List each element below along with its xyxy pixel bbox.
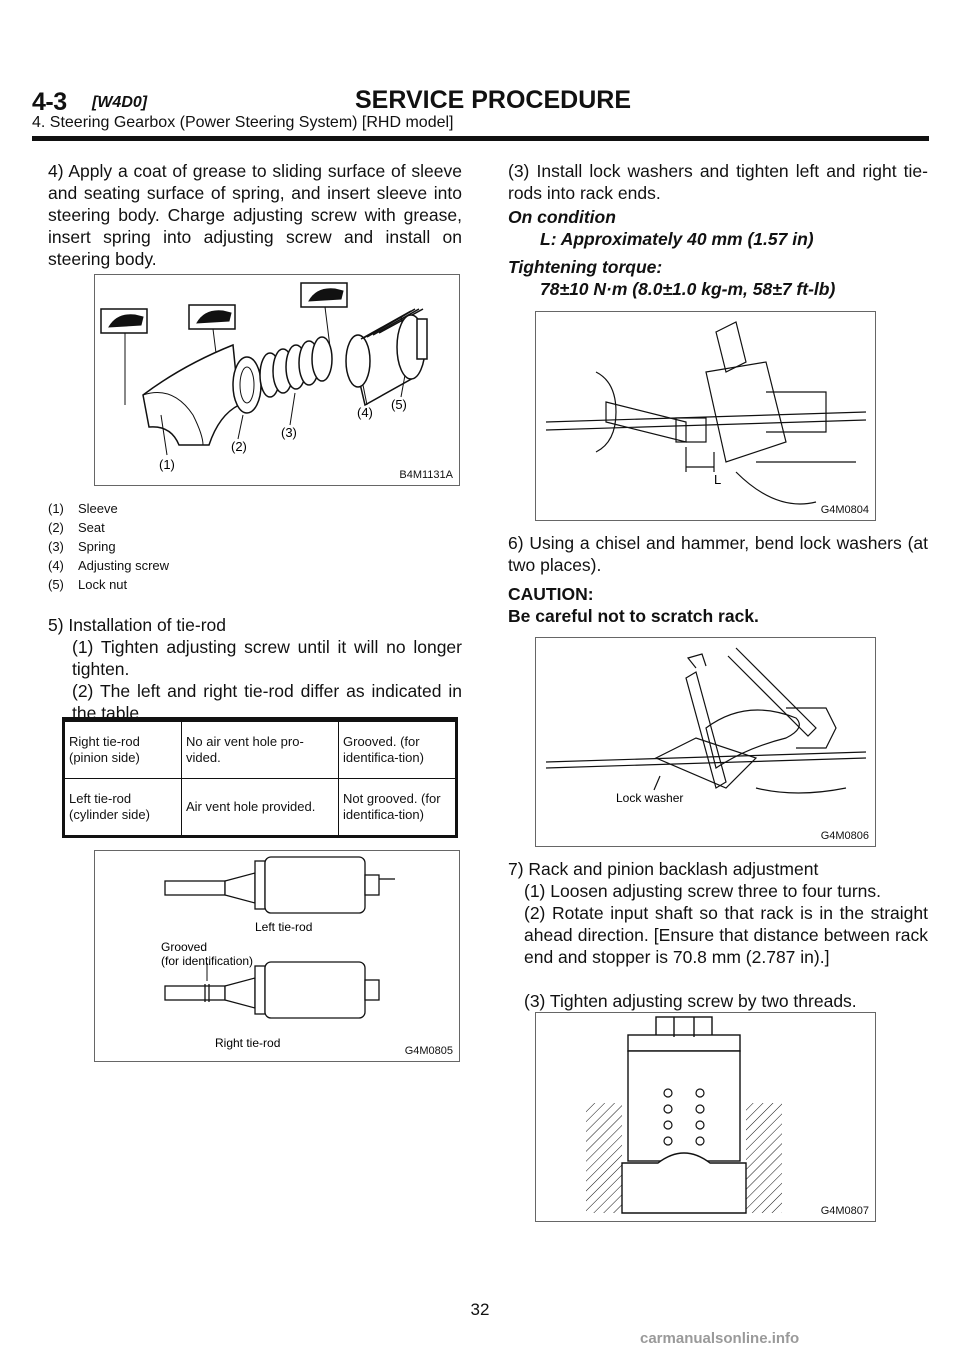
label-lock-washer: Lock washer [616,791,684,805]
legend-item: (5) Lock nut [48,577,128,592]
step-6-text: 6) Using a chisel and hammer, bend lock washers (at two places). [508,533,928,575]
callout-1: (1) [159,457,175,472]
table-row: Left tie-rod (cylinder side) Air vent hole provided. Not grooved. (for identifica-tion) [65,779,456,836]
label-left-tie-rod: Left tie-rod [255,920,313,934]
tie-rod-install-drawing [536,312,875,520]
callout-4: (4) [357,405,373,420]
callout-2: (2) [231,439,247,454]
figure-lock-washer [535,637,876,847]
callout-3: (3) [281,425,297,440]
label-right-tie-rod: Right tie-rod [215,1036,281,1050]
caution-label: CAUTION: [508,584,594,604]
label-l: L [714,472,722,487]
callout-5: (5) [391,397,407,412]
figure-tie-rods [94,850,460,1062]
page-subtitle: 4. Steering Gearbox (Power Steering System) [RHD model] [32,114,454,131]
adjusting-screw-drawing [536,1013,875,1221]
legend-item: (2) Seat [48,520,105,535]
grease-icon [189,305,235,329]
step-7-1-text: (1) Loosen adjusting screw three to four turns. [524,881,881,901]
figure-code: B4M1131A [399,469,453,481]
watermark: carmanualsonline.info [640,1330,800,1347]
step-5-text: 5) Installation of tie-rod [48,615,227,635]
tie-rods-drawing [95,851,459,1061]
figure-sleeve-assembly [94,274,460,486]
grease-icon [301,283,347,307]
lock-washer-drawing [536,638,875,846]
figure-adjusting-screw [535,1012,876,1222]
step-7-2-text: (2) Rotate input shaft so that rack is in the straight ahead direction. [Ensure that distance between rack end and stopper is 70.8 mm (2.787 in).] [524,903,928,967]
legend-item: (3) Spring [48,539,116,554]
figure-code: G4M0804 [820,504,869,516]
legend-item: (4) Adjusting screw [48,558,170,573]
torque-label: Tightening torque: [508,257,663,277]
header-rule [32,136,929,141]
figure-code: G4M0807 [820,1205,869,1217]
section-number: 4-3 [32,88,67,116]
condition-value: L: Approximately 40 mm (1.57 in) [540,229,814,249]
parts-legend [48,499,348,594]
step-7-text: 7) Rack and pinion backlash adjustment [508,859,819,879]
sleeve-assembly-drawing [95,275,459,485]
step-7-3-text: (3) Tighten adjusting screw by two threads. [524,991,857,1011]
grease-icon [101,309,147,333]
figure-code: G4M0806 [820,830,869,842]
page-title: SERVICE PROCEDURE [355,86,631,114]
caution-text: Be careful not to scratch rack. [508,606,759,626]
torque-value: 78±10 N·m (8.0±1.0 kg-m, 58±7 ft-lb) [540,279,836,299]
figure-code: G4M0805 [404,1045,453,1057]
step-5-3-text: (3) Install lock washers and tighten left and right tie-rods into rack ends. [508,161,928,203]
legend-item: (1) Sleeve [48,501,118,516]
step-5-2-text: (2) The left and right tie-rod differ as indicated in the table. [72,681,462,723]
step-5-1-text: (1) Tighten adjusting screw until it will no longer tighten. [72,637,462,679]
table-row: Right tie-rod (pinion side) No air vent hole pro-vided. Grooved. (for identifica-tion) [65,722,456,779]
step-4-text: 4) Apply a coat of grease to sliding surface of sleeve and seating surface of spring, and insert sleeve into steering body. Charge adjusting screw with grease, insert spring into adjusting screw and install on steering body. [48,161,462,269]
section-code: [W4D0] [92,94,148,111]
label-grooved: Grooved [161,940,208,954]
tie-rod-table [62,717,458,838]
on-condition-label: On condition [508,207,616,227]
page-number: 32 [470,1300,490,1319]
figure-tie-rod-install [535,311,876,521]
label-for-identification: (for identification) [161,954,254,968]
